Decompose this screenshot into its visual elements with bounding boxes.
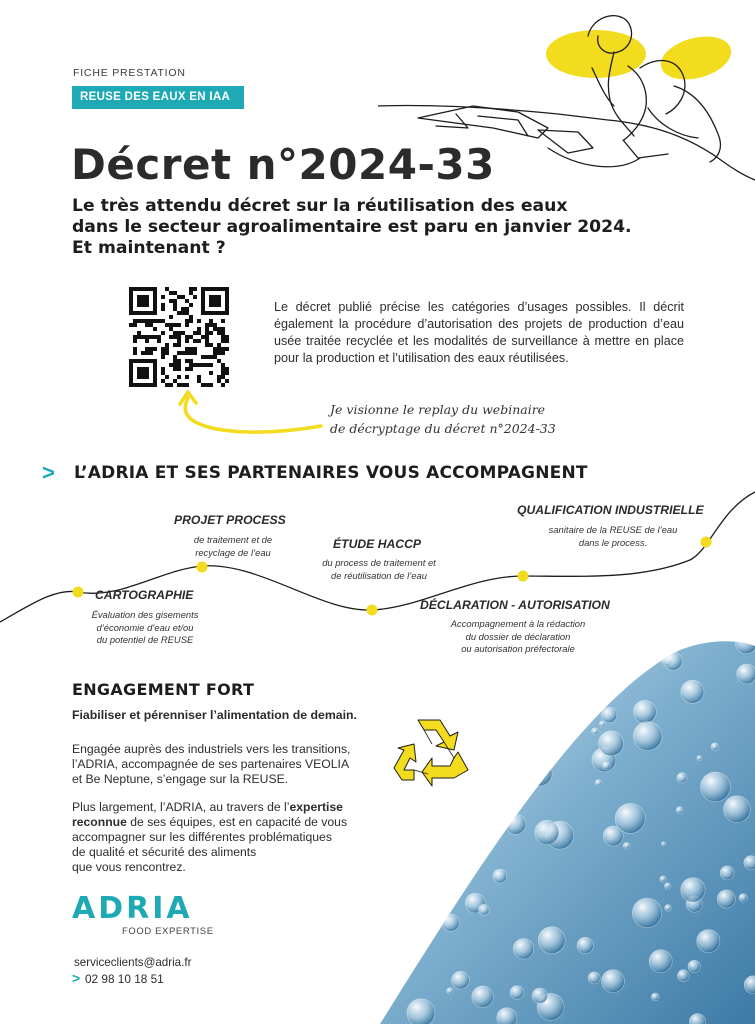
- bubble: [665, 883, 671, 889]
- text-run-bold: reconnue: [72, 815, 127, 829]
- bubble: [720, 866, 734, 880]
- engagement-paragraph-1: [72, 742, 372, 787]
- bubble: [471, 658, 489, 676]
- bubble: [562, 654, 581, 673]
- paragraph-line: accompagner sur les différentes problématiques: [72, 830, 332, 844]
- chevron-right-icon: >: [42, 460, 55, 485]
- step-desc-line: du potentiel de REUSE: [96, 634, 194, 645]
- bubble: [632, 898, 661, 927]
- bubble: [655, 640, 663, 646]
- topic-tag: REUSE DES EAUX EN IAA: [72, 86, 244, 109]
- bubble: [677, 970, 689, 982]
- recycle-icon: [384, 714, 476, 790]
- bubble: [688, 960, 700, 972]
- step-dot: [73, 587, 84, 598]
- bubble: [577, 937, 593, 953]
- bubble: [592, 728, 599, 735]
- bubble: [602, 970, 625, 993]
- text-run-bold: expertise: [289, 800, 343, 814]
- bubble: [739, 894, 748, 903]
- step-desc-line: Évaluation des gisements: [91, 609, 199, 620]
- bubble: [407, 999, 435, 1024]
- bubble: [432, 792, 443, 803]
- engagement-paragraph-2: [72, 800, 372, 875]
- step-desc-line: de réutilisation de l’eau: [331, 569, 427, 581]
- bubble: [744, 856, 755, 870]
- bubble: [611, 643, 629, 661]
- step-desc-cartographie: [70, 609, 220, 647]
- step-desc-line: de traitement et de: [193, 534, 273, 545]
- step-desc-etude-haccp: [300, 557, 458, 582]
- step-desc-line: d’économie d’eau et/ou: [96, 621, 194, 633]
- step-dot: [518, 571, 529, 582]
- subtitle-line: Le très attendu décret sur la réutilisation des eaux: [72, 196, 568, 216]
- paragraph-line: [72, 815, 372, 830]
- step-desc-qualification: [528, 524, 698, 549]
- bubble: [447, 988, 454, 995]
- bubble: [426, 918, 437, 929]
- bubble: [420, 889, 447, 916]
- engagement-title: ENGAGEMENT FORT: [72, 680, 255, 699]
- bubble: [532, 988, 547, 1003]
- step-title-projet-process: PROJET PROCESS: [174, 513, 286, 527]
- bubble: [517, 651, 526, 660]
- bubble: [497, 1008, 517, 1024]
- water-bubbles-image: [380, 640, 755, 1024]
- bubble: [595, 780, 601, 786]
- bubble: [615, 803, 645, 833]
- step-dot: [197, 562, 208, 573]
- bubble: [417, 848, 442, 873]
- bubble: [494, 648, 512, 666]
- replay-line: de décryptage du décret n°2024-33: [330, 421, 556, 436]
- replay-line: Je visionne le replay du webinaire: [330, 402, 546, 417]
- bubble: [724, 796, 751, 823]
- adria-logo: ADRIA: [72, 891, 193, 926]
- text-run: Plus largement, l’ADRIA, au travers de l’: [72, 800, 290, 814]
- kicker: FICHE PRESTATION: [73, 67, 186, 79]
- bubble: [603, 762, 611, 770]
- contact-email[interactable]: serviceclients@adria.fr: [74, 956, 192, 969]
- bubble: [599, 731, 624, 756]
- step-desc-line: du dossier de déclaration: [465, 630, 571, 642]
- bubble: [474, 709, 504, 739]
- paragraph-line: de qualité et sécurité des aliments: [72, 845, 257, 859]
- step-title-declaration: DÉCLARATION - AUTORISATION: [420, 598, 610, 612]
- bubble: [513, 939, 534, 960]
- bubble: [546, 668, 567, 689]
- bubble: [660, 876, 666, 882]
- bubble: [599, 721, 605, 727]
- bubble: [558, 691, 572, 705]
- bubble: [676, 807, 683, 814]
- section-title: L’ADRIA ET SES PARTENAIRES VOUS ACCOMPAGNENT: [74, 463, 588, 483]
- bubble: [649, 950, 672, 973]
- contact-phone[interactable]: 02 98 10 18 51: [85, 972, 164, 986]
- bubble: [415, 674, 437, 696]
- bubble: [478, 904, 489, 915]
- step-dot: [701, 537, 712, 548]
- bubble: [681, 878, 705, 902]
- step-title-etude-haccp: ÉTUDE HACCP: [333, 537, 422, 551]
- adria-logo-tagline: FOOD EXPERTISE: [122, 926, 214, 937]
- step-desc-line: du process de traitement et: [322, 557, 436, 568]
- bubble: [446, 824, 454, 832]
- bubble: [605, 671, 620, 686]
- bubble: [442, 914, 459, 931]
- bubble: [527, 761, 552, 786]
- step-desc-line: dans le process.: [578, 536, 648, 548]
- subtitle-line: Et maintenant ?: [72, 238, 226, 258]
- bubble: [641, 640, 668, 654]
- bubble: [535, 820, 559, 844]
- qr-code[interactable]: [126, 287, 232, 387]
- step-desc-projet-process: [168, 534, 298, 559]
- bubble: [623, 842, 630, 849]
- bubble: [711, 743, 719, 751]
- bubble: [662, 842, 666, 846]
- bubble: [510, 986, 524, 1000]
- webinar-replay-link[interactable]: [330, 400, 556, 438]
- engagement-subtitle: Fiabiliser et pérenniser l’alimentation de demain.: [72, 708, 357, 722]
- bubble: [677, 773, 687, 783]
- bubble: [528, 751, 534, 757]
- paragraph-line: l’ADRIA, accompagnée de ses partenaires VEOLIA: [72, 757, 350, 771]
- chevron-right-icon: >: [72, 970, 81, 986]
- bubble: [717, 890, 735, 908]
- intro-paragraph: Le décret publié précise les catégories d’usages possibles. Il décrit également la procédure d’autorisation des projets de production d’eau usée traitée recyclée et les modalités de surveillance à mettre en place pour la production et l’utilisation des eaux réutilisées.: [274, 300, 684, 365]
- bubble: [424, 688, 451, 715]
- bubble: [633, 700, 656, 723]
- bubble: [538, 927, 565, 954]
- bubble: [510, 711, 524, 725]
- bubble: [452, 971, 470, 989]
- paragraph-line: que vous rencontrez.: [72, 860, 186, 874]
- step-title-qualification: QUALIFICATION INDUSTRIELLE: [517, 503, 704, 517]
- subtitle-line: dans le secteur agroalimentaire est paru en janvier 2024.: [72, 217, 632, 237]
- bubble: [472, 701, 486, 715]
- step-desc-line: ou autorisation préfectorale: [461, 643, 575, 654]
- page-title: Décret n°2024-33: [71, 140, 495, 189]
- bubble: [681, 680, 704, 703]
- step-desc-line: Accompagnement à la rédaction: [450, 618, 586, 629]
- step-title-cartographie: CARTOGRAPHIE: [95, 588, 194, 602]
- step-desc-line: sanitaire de la REUSE de l’eau: [548, 524, 678, 535]
- step-dot: [367, 605, 378, 616]
- bubble: [737, 664, 755, 684]
- bubble: [602, 707, 617, 722]
- paragraph-line: et Be Neptune, s’engage sur la REUSE.: [72, 772, 289, 786]
- paragraph-line: [72, 800, 372, 815]
- text-run: de ses équipes, est en capacité de vous: [126, 815, 348, 829]
- bubble: [421, 811, 445, 835]
- bubble: [451, 653, 475, 677]
- subtitle: [72, 196, 672, 259]
- bubble: [493, 869, 507, 883]
- step-desc-line: recyclage de l’eau: [195, 546, 271, 558]
- bubble: [701, 772, 731, 802]
- bubble: [505, 814, 526, 835]
- bubble: [665, 905, 672, 912]
- bubble: [697, 930, 720, 953]
- bubble: [472, 986, 494, 1008]
- bubble: [697, 756, 702, 761]
- bubble: [633, 722, 662, 751]
- curved-arrow-icon: [176, 386, 326, 436]
- bubble: [664, 652, 682, 670]
- bubble: [651, 993, 659, 1001]
- bubble: [588, 972, 600, 984]
- paragraph-line: Engagée auprès des industriels vers les transitions,: [72, 742, 351, 756]
